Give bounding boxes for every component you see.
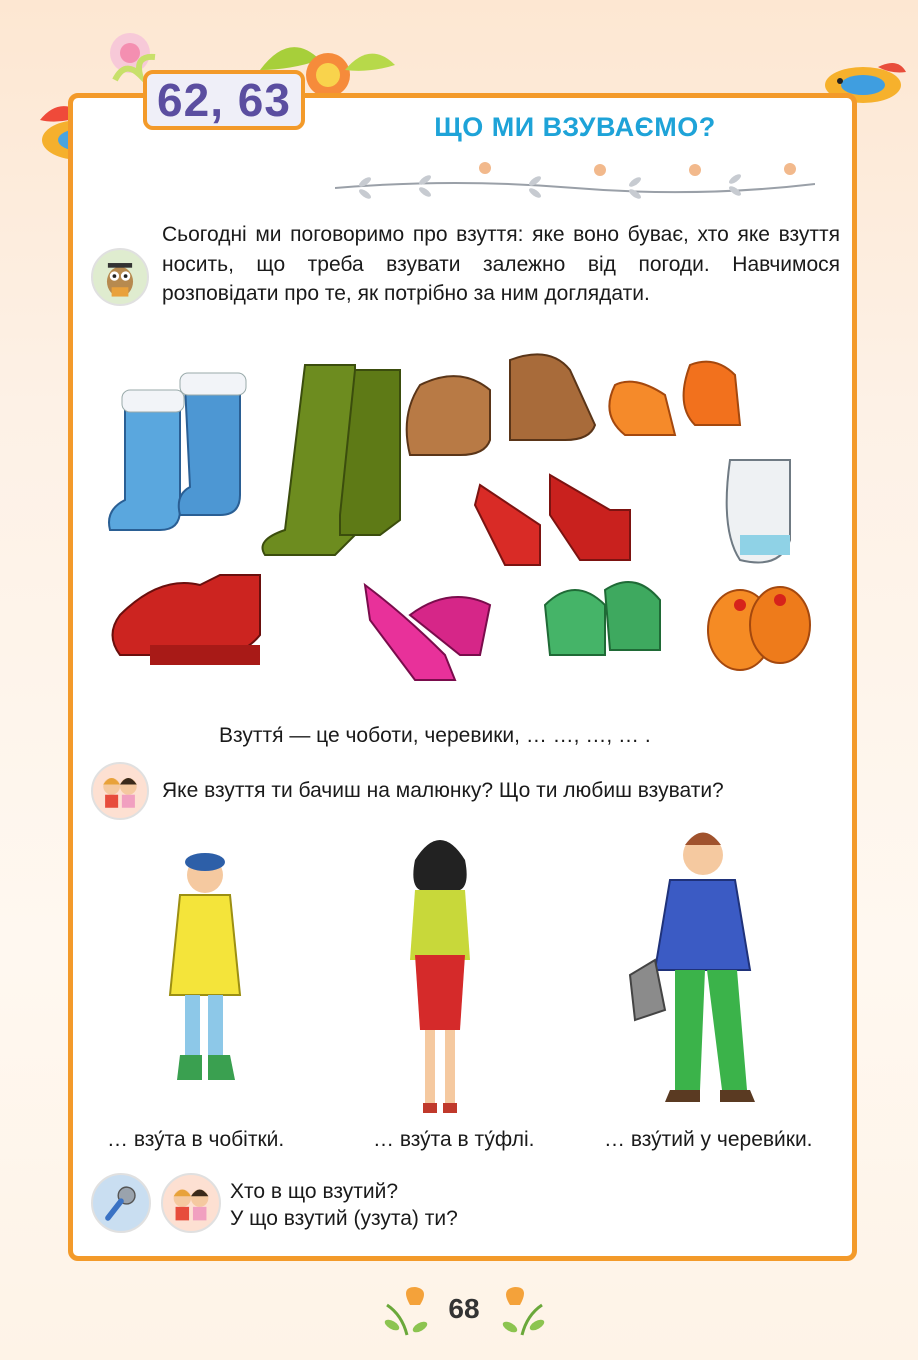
platform-heels-image [475,475,630,565]
definition-line: Взуття́ — це чоботи, черевики, … …, …, … . [219,724,651,747]
man-in-shoes-image [625,825,775,1115]
girl-in-boots-image [150,850,260,1095]
brown-shoes-image [407,354,595,455]
kids-icon [161,1173,221,1233]
lesson-number: 62, 63 [157,74,291,126]
page-number: 68 [448,1293,480,1324]
kids-shoes-image [708,587,810,670]
microphone-icon [91,1173,151,1233]
winter-boots-image [109,373,246,530]
shoes-illustration [100,345,820,705]
owl-teacher-icon [91,248,149,306]
flower-left-icon [380,1285,435,1340]
red-ankle-boots-image [113,575,261,665]
sandals-image [609,362,740,435]
intro-text: Сьогодні ми поговоримо про взуття: яке воно буває, хто яке взуття носить, що треба взувати залежно від погоди. Навчимося розповідати про те, як потрібно за ним доглядати. [162,223,840,305]
page-title: ЩО МИ ВЗУВАЄМО? [434,112,716,142]
lesson-number-badge [143,70,305,130]
pink-heels-image [365,585,490,680]
sneakers-image [727,460,790,563]
caption-man: … взу́тий у череви́ки. [604,1128,813,1151]
kids-icon [91,762,149,820]
flower-right-icon [495,1285,550,1340]
vine-ornament [335,160,815,210]
task-line-2: У що взутий (узута) ти? [230,1207,458,1230]
woman-in-heels-image [385,835,495,1120]
green-slippers-image [545,582,660,655]
tall-boots-image [263,365,401,555]
caption-woman: … взу́та в ту́флі. [373,1128,535,1151]
caption-girl: … взу́та в чобітки́. [107,1128,285,1151]
task-line-1: Хто в що взутий? [230,1180,399,1203]
question-line: Яке взуття ти бачиш на малюнку? Що ти любиш взувати? [162,779,724,802]
